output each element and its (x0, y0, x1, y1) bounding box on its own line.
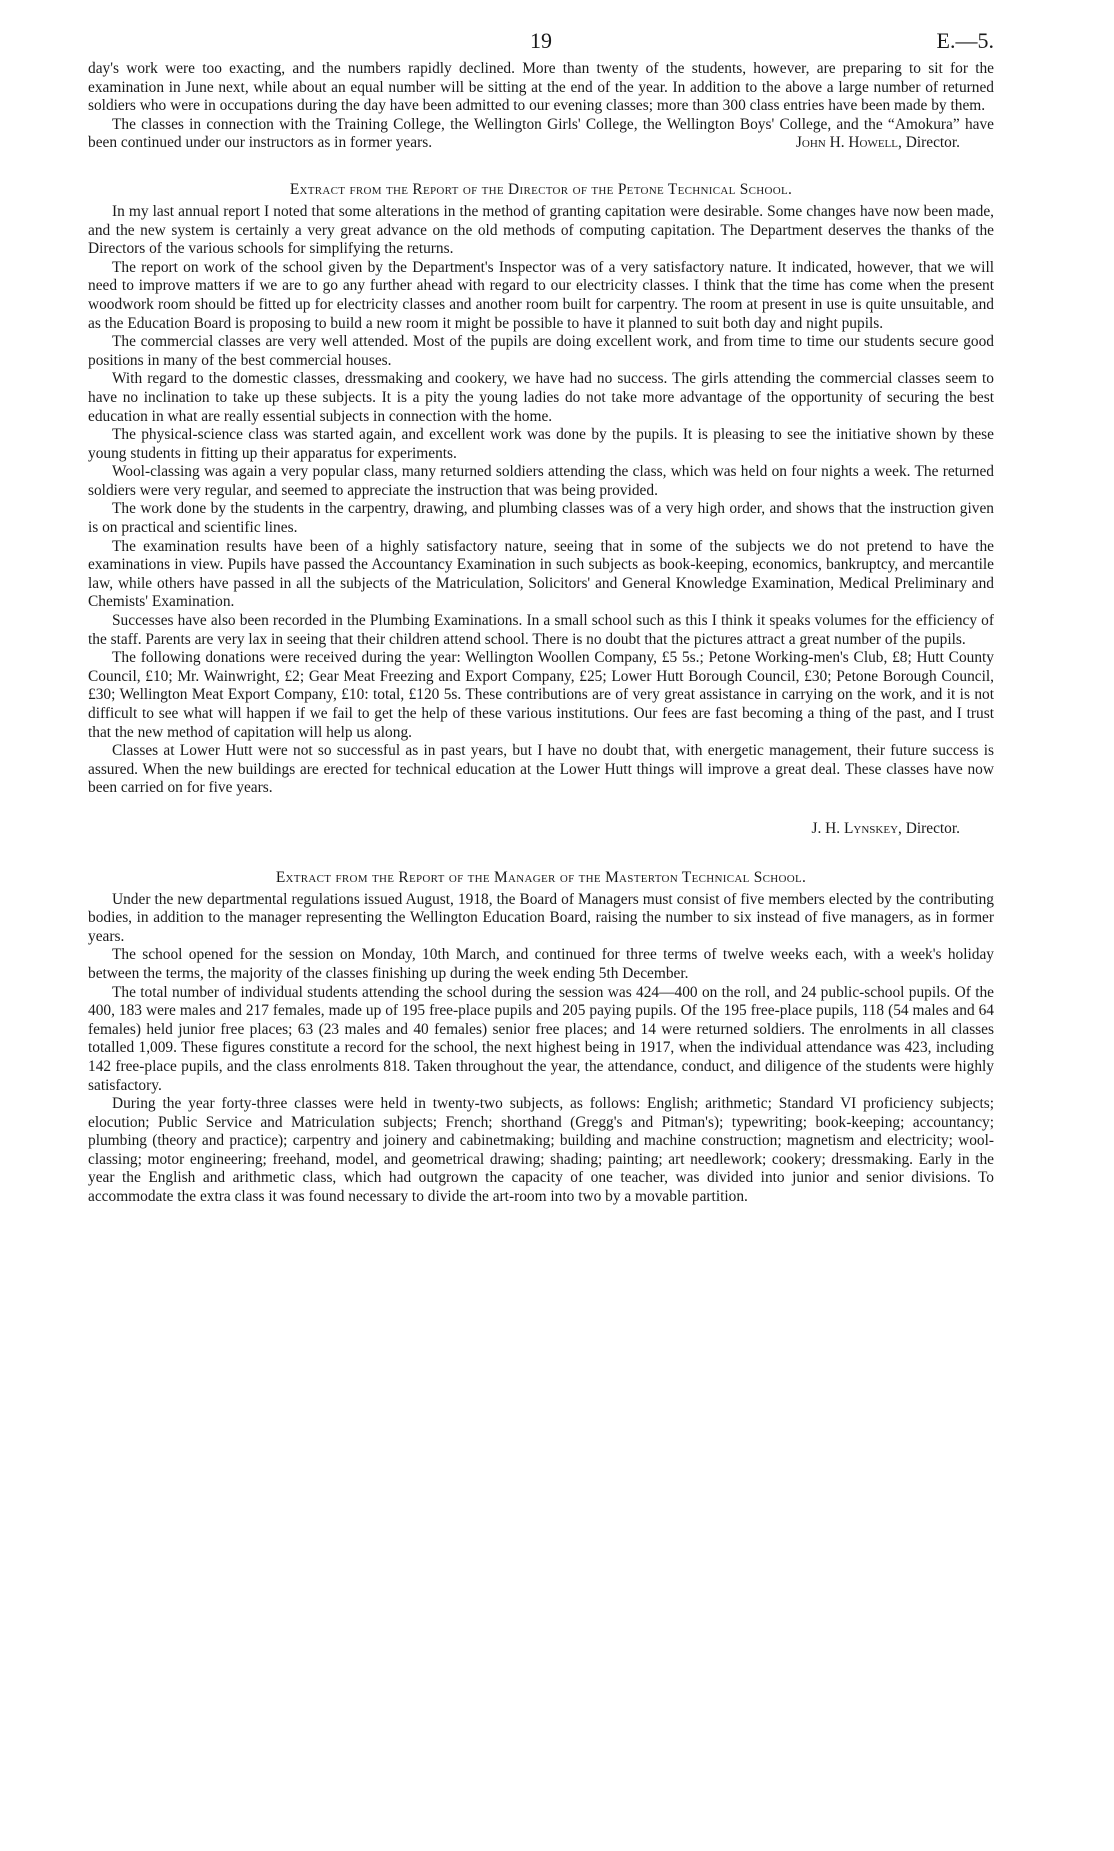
paragraph: Classes at Lower Hutt were not so successful as in past years, but I have no doubt that, with energetic management, their future success is assured. When the new buildings are erected for technical education at the Lower Hutt things will improve a great deal. These classes have now been carried on for five years. (88, 742, 994, 797)
paragraph: The commercial classes are very well attended. Most of the pupils are doing excellent work, and from time to time our students secure good positions in many of the best commercial houses. (88, 333, 994, 369)
signature (88, 820, 994, 839)
signatory-title: Director. (905, 819, 960, 837)
paragraph: Successes have also been recorded in the Plumbing Examinations. In a small school such as this I think it speaks volumes for the efficiency of the staff. Parents are very lax in seeing that their children attend school. There is no doubt that the pictures attract a great number of the pupils. (88, 612, 994, 648)
paragraph: The physical-science class was started again, and excellent work was done by the pupils. It is pleasing to see the initiative shown by these young students in fitting up their apparatus for experiments. (88, 426, 994, 462)
paragraph: In my last annual report I noted that some alterations in the method of granting capitation were desirable. Some changes have now been made, and the new system is certainly a very great advance on the old methods of computing capitation. The Department deserves the thanks of the Directors of the various schools for simplifying the returns. (88, 202, 994, 258)
paragraph: During the year forty-three classes were held in twenty-two subjects, as follows: English; arithmetic; Standard VI proficiency subjects; elocution; Public Service and Matriculation subjects; French; shorthand (Gregg's and Pitman's); typewriting; book-keeping; accountancy; plumbing (theory and practice); carpentry and joinery and cabinetmaking; building and machine construction; magnetism and electricity; wool-classing; motor engineering; freehand, model, and geometrical drawing; shading; painting; art needlework; cookery; dressmaking. Early in the year the English and arithmetic class, which had outgrown the capacity of one teacher, was divided into junior and senior divisions. To accommodate the extra class it was found necessary to divide the art-room into two by a movable partition. (88, 1095, 994, 1206)
paragraph: Wool-classing was again a very popular class, many returned soldiers attending the class, which was held on four nights a week. The returned soldiers were very regular, and seemed to appreciate the instruction that was being provided. (88, 463, 994, 499)
signatory-title: Director. (905, 134, 960, 152)
report-code: E.—5. (936, 28, 994, 53)
document-page (88, 24, 994, 1207)
paragraph: With regard to the domestic classes, dressmaking and cookery, we have had no success. The girls attending the commercial classes seem to have no inclination to take up these subjects. It is a pity the young ladies do not take more advantage of the opportunity of securing the best education in what are really essential subjects in connection with the home. (88, 370, 994, 425)
page-number: 19 (530, 28, 552, 53)
paragraph: day's work were too exacting, and the numbers rapidly declined. More than twenty of the students, however, are preparing to sit for the examination in June next, while about an equal number will be sitting at the end of the year. In addition to the above a large number of returned soldiers who were in occupations during the day have been admitted to our evening classes; more than 300 class entries have been made by them. (88, 60, 994, 115)
paragraph: The following donations were received during the year: Wellington Woollen Company, £5 5s.; Petone Working-men's Club, £8; Hutt County Council, £10; Mr. Wainwright, £2; Gear Meat Freezing and Export Company, £25; Lower Hutt Borough Council, £30; Petone Borough Council, £30; Wellington Meat Export Company, £10: total, £120 5s. These contributions are of very great assistance in carrying on the work, and it is not difficult to see what will happen if we fail to get the help of these various institutions. Our fees are fast becoming a thing of the past, and I trust that the new method of capitation will help us along. (88, 649, 994, 741)
continuation-section (88, 60, 994, 153)
signatory-name: John H. Howell, (795, 134, 902, 152)
paragraph: The classes in connection with the Training College, the Wellington Girls' College, the Wellington Boys' College, and the “Amokura” have been continued under our instructors as in former years. (88, 115, 994, 152)
masterton-section (88, 869, 994, 1207)
section-heading: Extract from the Report of the Director of the Petone Technical School. (289, 180, 793, 198)
signatory-name: J. H. Lynskey, (811, 819, 902, 837)
paragraph: The total number of individual students attending the school during the session was 424—400 on the roll, and 24 public-school pupils. Of the 400, 183 were males and 217 females, made up of 195 free-place pupils and 205 paying pupils. Of the 195 free-place pupils, 118 (54 males and 64 females) held junior free places; 63 (23 males and 40 females) senior free places; and 14 were returned soldiers. The enrolments in all classes totalled 1,009. These figures constitute a record for the school, the next highest being in 1917, when the individual attendance was 423, including 142 free-place pupils, and the class enrolments 818. Taken throughout the year, the attendance, conduct, and diligence of the students were highly satisfactory. (88, 983, 994, 1094)
paragraph: The examination results have been of a highly satisfactory nature, seeing that in some of the subjects we do not pretend to have the examinations in view. Pupils have passed the Accountancy Examination in such subjects as book-keeping, economics, bankruptcy, and mercantile law, while others have passed in all the subjects of the Matriculation, Solicitors' and General Knowledge Examination, Medical Preliminary and Chemists' Examination. (88, 537, 994, 611)
running-head (88, 24, 994, 60)
petone-section (88, 181, 994, 839)
section-heading: Extract from the Report of the Manager of the Masterton Technical School. (275, 868, 807, 886)
paragraph: The report on work of the school given by the Department's Inspector was of a very satisfactory nature. It indicated, however, that we will need to improve matters if we are to go any further ahead with regard to our electricity classes. I think that the time has come when the present woodwork room should be fitted up for electricity classes and another room built for carpentry. The room at present in use is quite unsuitable, and as the Education Board is proposing to build a new room it might be possible to have it planned to suit both day and night pupils. (88, 258, 994, 332)
paragraph: The school opened for the session on Monday, 10th March, and continued for three terms of twelve weeks each, with a week's holiday between the terms, the majority of the classes finishing up during the week ending 5th December. (88, 946, 994, 982)
paragraph: The work done by the students in the carpentry, drawing, and plumbing classes was of a very high order, and shows that the instruction given is on practical and scientific lines. (88, 500, 994, 537)
paragraph: Under the new departmental regulations issued August, 1918, the Board of Managers must consist of five members elected by the contributing bodies, in addition to the manager representing the Wellington Education Board, raising the number to six instead of five managers, as in former years. (88, 890, 994, 945)
